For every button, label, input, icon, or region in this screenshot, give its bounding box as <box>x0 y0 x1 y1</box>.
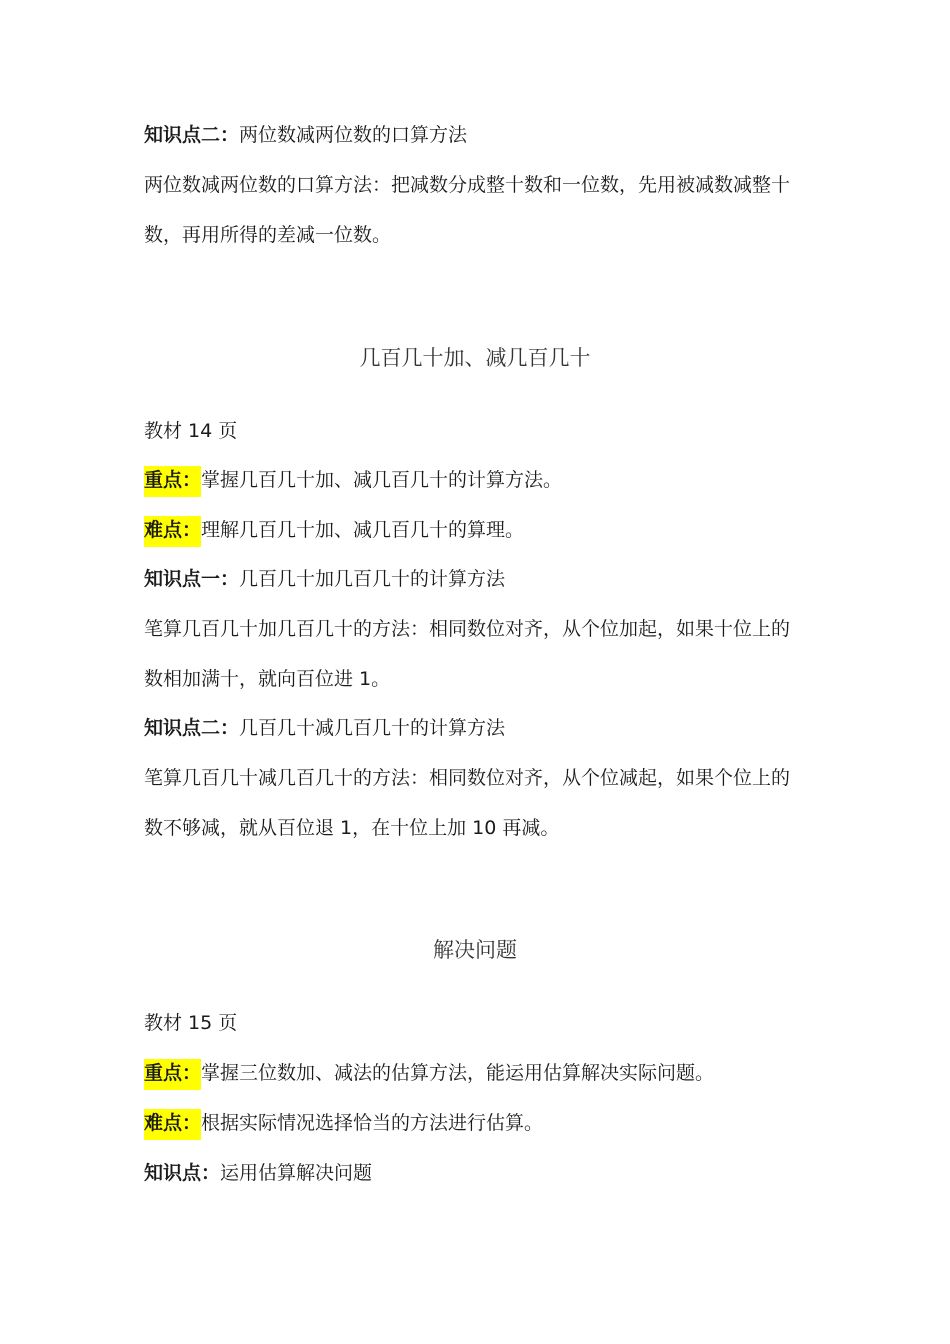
s2-kp2-title: 几百几十减几百几十的计算方法 <box>239 717 506 739</box>
s3-knowledge-point <box>144 1160 814 1186</box>
s2-key-text: 掌握几百几十加、减几百几十的计算方法。 <box>201 469 563 491</box>
s2-kp1-title: 几百几十加几百几十的计算方法 <box>239 568 506 590</box>
s3-heading: 解决问题 <box>433 938 517 962</box>
s2-kp1-label: 知识点一： <box>144 568 240 590</box>
s1-kp2-label: 知识点二： <box>144 124 240 146</box>
s2-textbook-page: 教材 14 页 <box>144 420 238 442</box>
s3-key-label: 重点： <box>144 1059 201 1090</box>
s3-textbook-page: 教材 15 页 <box>144 1012 238 1034</box>
s1-knowledge-point-2 <box>144 122 814 148</box>
s2-knowledge-point-2 <box>144 715 814 741</box>
s3-difficulty-text: 根据实际情况选择恰当的方法进行估算。 <box>201 1112 544 1134</box>
s3-kp-title: 运用估算解决问题 <box>220 1162 373 1184</box>
s1-kp2-body-line1: 两位数减两位数的口算方法：把减数分成整十数和一位数，先用被减数减整十 <box>144 174 791 196</box>
s2-key-point <box>144 467 814 493</box>
s3-key-point <box>144 1060 814 1086</box>
s2-kp2-label: 知识点二： <box>144 717 240 739</box>
s3-difficulty <box>144 1110 814 1136</box>
s3-difficulty-label: 难点： <box>144 1109 201 1140</box>
s2-difficulty-text: 理解几百几十加、减几百几十的算理。 <box>201 519 525 541</box>
s2-heading: 几百几十加、减几百几十 <box>359 346 591 370</box>
s1-kp2-title: 两位数减两位数的口算方法 <box>239 124 468 146</box>
s2-kp1-body-line2: 数相加满十，就向百位进 1。 <box>144 668 391 690</box>
s1-kp2-body-line2: 数，再用所得的差减一位数。 <box>144 224 392 246</box>
s2-difficulty-label: 难点： <box>144 516 201 547</box>
s2-kp2-body-line1: 笔算几百几十减几百几十的方法：相同数位对齐，从个位减起，如果个位上的 <box>144 767 791 789</box>
s2-knowledge-point-1 <box>144 566 814 592</box>
s2-key-label: 重点： <box>144 466 201 497</box>
s2-difficulty <box>144 517 814 543</box>
s3-kp-label: 知识点： <box>144 1162 221 1184</box>
s2-kp2-body-line2: 数不够减，就从百位退 1，在十位上加 10 再减。 <box>144 817 560 839</box>
s3-key-text: 掌握三位数加、减法的估算方法，能运用估算解决实际问题。 <box>201 1062 715 1084</box>
s2-kp1-body-line1: 笔算几百几十加几百几十的方法：相同数位对齐，从个位加起，如果十位上的 <box>144 618 791 640</box>
